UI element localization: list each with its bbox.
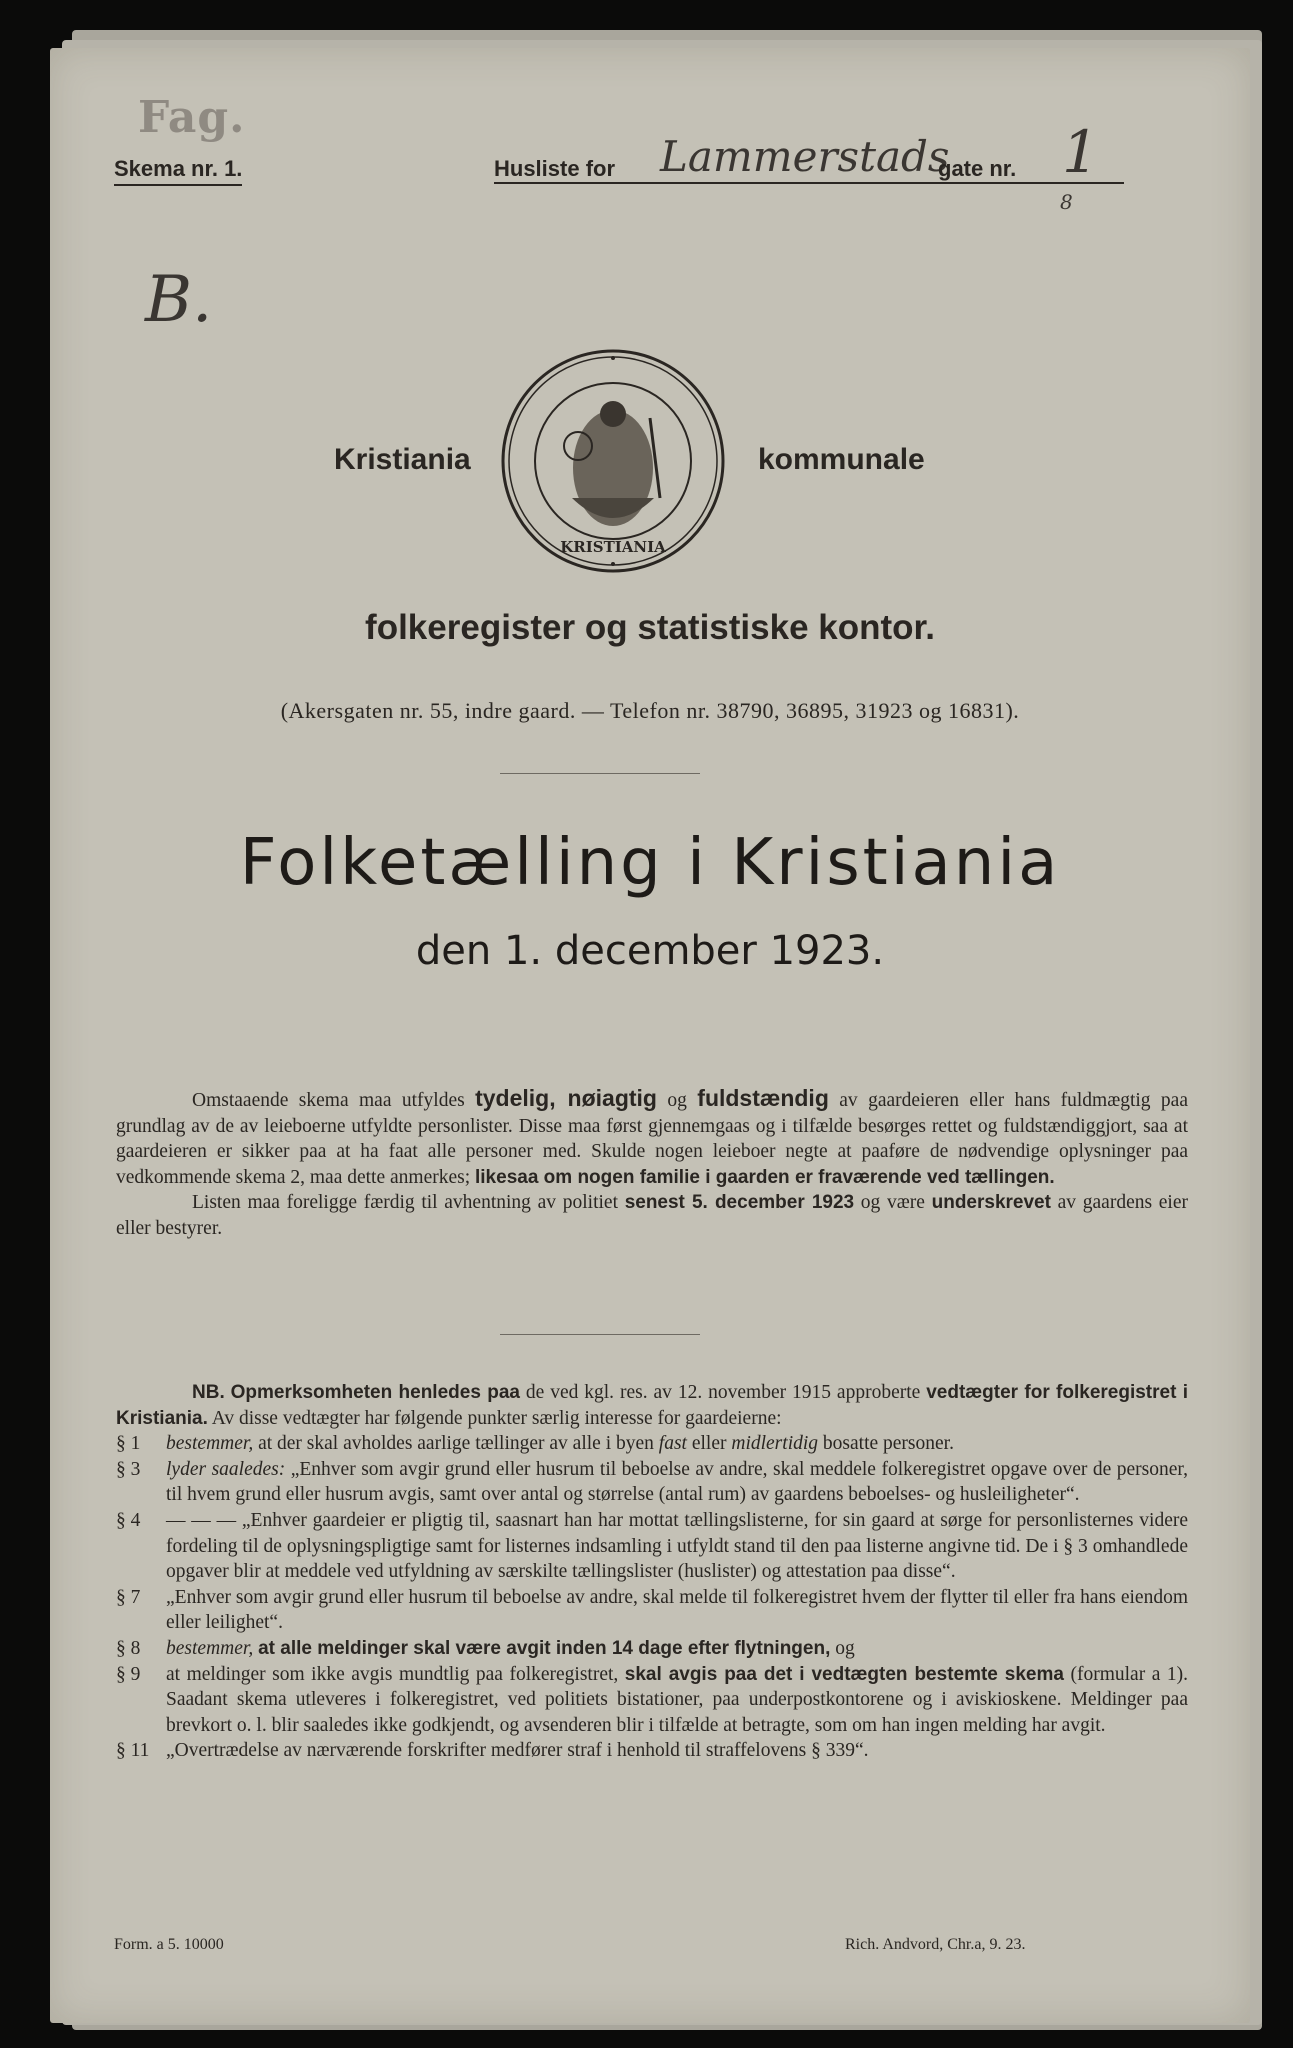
paragraph-11 <box>116 1738 1188 1764</box>
section-text <box>166 1636 1188 1662</box>
section-bold: skal avgis paa det i vedtægten bestemte skema <box>624 1663 1064 1685</box>
section-text: eller <box>691 1433 727 1455</box>
section-number: § 9 <box>116 1663 141 1685</box>
city-seal-icon <box>500 348 726 574</box>
intro-bold: tydelig, nøiagtig <box>475 1085 657 1111</box>
section-number: § 1 <box>116 1433 141 1455</box>
street-name-handwritten: Lammerstads <box>660 132 950 181</box>
org-left-label: Kristiania <box>334 443 471 476</box>
census-form-page <box>50 48 1250 2023</box>
intro-bold: fuldstændig <box>697 1085 829 1111</box>
section-number: § 3 <box>116 1458 141 1480</box>
paragraph-9 <box>116 1662 1188 1739</box>
section-text: og <box>835 1637 855 1659</box>
gate-nr-label: gate nr. <box>938 156 1017 181</box>
section-text: — — — „Enhver gaardeier er pligtig til, saasnart han har mottat tællingslisterne, for sin gaard at sørge for personlisternes videre fordeling til de oplysningspligtige samt for listernes indsamling i utfyldt stand til den paa listerne angivne tid. De i § 3 omhandlede opgaver blir at meddele ved utfyldning av særskilte tællingslister (huslister) og attestation paa disse“. <box>166 1509 1188 1583</box>
svg-text:KRISTIANIA: KRISTIANIA <box>560 538 666 556</box>
section-italic: bestemmer, <box>166 1433 254 1455</box>
section-text: „Enhver som avgir grund eller husrum til beboelse av andre, skal melde til folkeregistret hvem der flytter til eller fra hans eiendom eller leilighet“. <box>166 1586 1188 1634</box>
section-text: at meldinger som ikke avgis mundtlig paa folkeregistret, <box>166 1663 619 1685</box>
intro-text: av gaardeieren eller hans fuldmægtig paa grundlag av de av leieboerne utfyldte personlister. Disse maa først gjennemgaas og i tilfælde besørges rettet og fuldstændiggjort, saa at gaardeieren er sikker paa at ha faat alle personer med. Skulde nogen leieboer negte at paaføre de nødvendige oplysninger paa vedkommende skema 2, maa dette anmerkes; <box>116 1090 1188 1188</box>
divider <box>500 1334 700 1335</box>
skema-number: Skema nr. 1. <box>114 156 242 186</box>
intro-text: og være <box>860 1192 925 1213</box>
section-italic: midlertidig <box>731 1433 819 1455</box>
section-italic: lyder saaledes: <box>166 1458 286 1480</box>
nb-label: NB. <box>192 1382 225 1403</box>
document-title: Folketælling i Kristiania <box>239 826 1061 900</box>
org-right-label: kommunale <box>758 443 925 476</box>
section-text <box>166 1457 1188 1508</box>
nb-bold: Opmerksomheten henledes paa <box>230 1382 520 1403</box>
nb-text: Av disse vedtægter har følgende punkter særlig interesse for gaardeierne: <box>211 1407 782 1429</box>
husliste-underline <box>494 182 1124 184</box>
nb-text: de ved kgl. res. av 12. november 1915 approberte <box>525 1382 921 1403</box>
husliste-label: Husliste for <box>494 156 616 181</box>
section-text: (formular a 1). Saadant skema utleveres i folkeregistret, ved politiets bistationer, paa underpostkontorene og i aviskioskene. Meldinger paa brevkort o. l. blir saaledes ikke godkjendt, og avsenderen blir i tilfælde at betragte, som om han ingen melding har avgit. <box>166 1663 1189 1736</box>
section-number: § 4 <box>116 1509 141 1531</box>
section-text <box>166 1662 1188 1739</box>
section-text <box>166 1431 1188 1457</box>
paragraph-1 <box>116 1431 1188 1457</box>
nb-bold: vedtægter for folkeregistret i Kristiania. <box>116 1382 1189 1429</box>
section-text: „Enhver som avgir grund eller husrum til beboelse av andre, skal meddele folkeregistret opgave over de personer, til hvem grund eller husrum avgis, samt over antal og størrelse (antal rum) av gaardens beboelses- og husleiligheter“. <box>166 1458 1189 1506</box>
section-letter-handwritten: B. <box>145 263 213 337</box>
document-date: den 1. december 1923. <box>415 928 885 974</box>
section-text: bosatte personer. <box>822 1433 954 1455</box>
section-number: § 8 <box>116 1637 141 1659</box>
nb-section <box>116 1380 1188 1764</box>
section-number: § 11 <box>116 1740 150 1762</box>
paragraph-4 <box>116 1508 1188 1585</box>
intro-bold: likesaa om nogen familie i gaarden er fraværende ved tællingen. <box>475 1166 1055 1188</box>
office-address: (Akersgaten nr. 55, indre gaard. — Telefon nr. 38790, 36895, 31923 og 16831). <box>280 698 1020 723</box>
street-number-handwritten: 1 <box>1062 118 1099 186</box>
printer-imprint: Rich. Andvord, Chr.a, 9. 23. <box>845 1936 1026 1953</box>
form-number: Form. a 5. 10000 <box>114 1936 224 1953</box>
street-number-sub-handwritten: 8 <box>1060 190 1073 214</box>
intro-text: og <box>667 1090 687 1111</box>
divider <box>500 773 700 774</box>
section-bold: at alle meldinger skal være avgit inden 14 dage efter flytningen, <box>258 1637 831 1659</box>
intro-text: av gaardens eier eller bestyrer. <box>116 1192 1188 1239</box>
section-number: § 7 <box>116 1586 141 1608</box>
paragraph-3 <box>116 1457 1188 1508</box>
section-text: at der skal avholdes aarlige tællinger av alle i byen <box>258 1433 654 1455</box>
intro-text: Listen maa foreligge færdig til avhentning av politiet <box>192 1192 618 1213</box>
intro-paragraph <box>116 1086 1188 1241</box>
section-text: „Overtrædelse av nærværende forskrifter medfører straf i henhold til straffelovens § 339“. <box>166 1740 869 1762</box>
section-italic: fast <box>658 1433 687 1455</box>
paragraph-8 <box>116 1636 1188 1662</box>
fag-stamp: Fag. <box>138 92 246 143</box>
paragraph-7 <box>116 1585 1188 1636</box>
office-name: folkeregister og statistiske kontor. <box>365 608 935 647</box>
nb-intro <box>116 1380 1188 1431</box>
deadline-bold: senest 5. december 1923 <box>624 1192 855 1213</box>
section-italic: bestemmer, <box>166 1637 254 1659</box>
intro-text: Omstaaende skema maa utfyldes <box>192 1090 465 1111</box>
signed-bold: underskrevet <box>931 1192 1051 1213</box>
